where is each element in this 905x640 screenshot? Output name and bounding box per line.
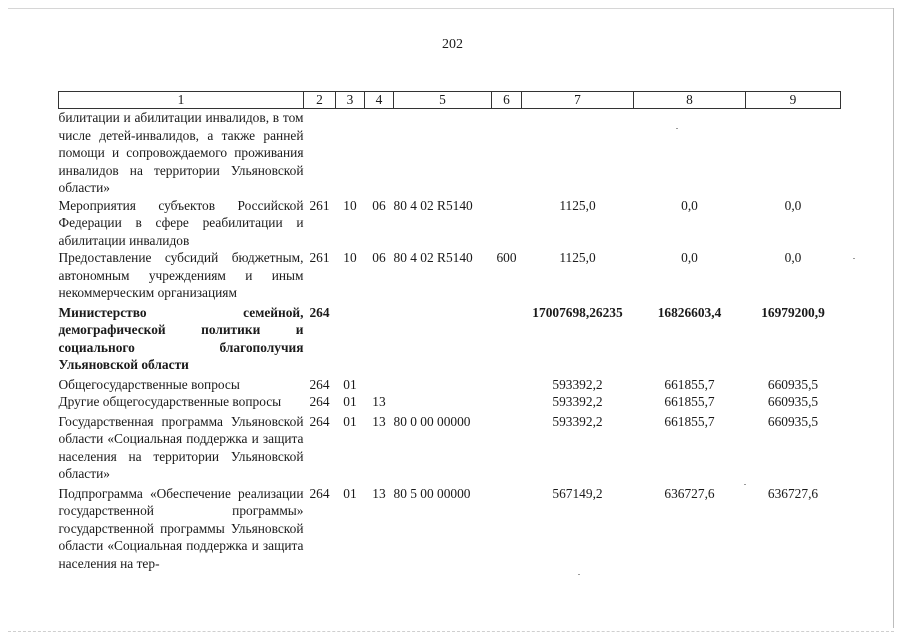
- column-header-6: 6: [492, 92, 522, 109]
- row-expense-type: [492, 411, 522, 483]
- row-ministry-code: 261: [309, 197, 330, 213]
- row-section: [336, 302, 365, 374]
- scan-speck: [853, 258, 855, 259]
- row-expense-type: [492, 302, 522, 374]
- row-name: Подпрограмма «Обеспечение реализации государственной программы» государственной программы Ульяновской области «Социальная поддержка и защита населения на тер-: [58, 485, 304, 571]
- scan-frame-top: [8, 8, 894, 9]
- scan-speck: [578, 574, 580, 575]
- row-amount-1: 17007698,26235: [532, 304, 623, 320]
- row-expense-type: 600: [496, 250, 517, 265]
- row-expense-type: [492, 483, 522, 573]
- row-ministry-code: 264: [309, 485, 330, 501]
- row-name: билитации и абилитации инвалидов, в том числе детей-инвалидов, а также ранней помощи и сопровождаемого проживания инвалидов на территории Ульяновской области»: [58, 110, 304, 195]
- row-target-article: 80 4 02 R5140: [393, 250, 473, 265]
- row-subsection: 06: [372, 197, 386, 213]
- scan-speck: [744, 484, 746, 485]
- row-amount-3: 660935,5: [767, 413, 819, 429]
- row-name: Государственная программа Ульяновской области «Социальная поддержка и защита населения на территории Ульяновской области»: [58, 413, 304, 481]
- table-row: [59, 374, 841, 394]
- header-row: [59, 92, 841, 109]
- table-row: [59, 393, 841, 411]
- row-amount-3: 636727,6: [767, 485, 819, 501]
- row-amount-3: 660935,5: [767, 376, 819, 392]
- row-section: 01: [343, 485, 357, 501]
- row-section: 01: [343, 376, 357, 392]
- row-target-article: [394, 393, 492, 411]
- row-amount-3: 0,0: [784, 197, 802, 213]
- row-section: 01: [343, 413, 357, 429]
- column-header-4: 4: [365, 92, 394, 109]
- row-subsection: 06: [372, 250, 386, 265]
- row-amount-1: 567149,2: [552, 485, 603, 501]
- row-subsection: 13: [372, 413, 386, 429]
- table-row: [59, 483, 841, 573]
- row-amount-1: 593392,2: [552, 394, 603, 409]
- row-amount-1: 593392,2: [552, 376, 603, 392]
- row-section: [336, 109, 365, 197]
- row-name: Предоставление субсидий бюджетным, автономным учреждениям и иным некоммерческим организациям: [58, 250, 304, 300]
- column-header-7: 7: [522, 92, 634, 109]
- row-amount-3: 16979200,9: [761, 304, 825, 320]
- row-amount-2: 661855,7: [664, 394, 715, 409]
- row-target-article: 80 5 00 00000: [393, 485, 471, 501]
- row-amount-3: [746, 109, 841, 197]
- row-ministry-code: [304, 109, 336, 197]
- column-header-2: 2: [304, 92, 336, 109]
- row-amount-3: 660935,5: [767, 394, 819, 409]
- row-subsection: 13: [372, 394, 386, 409]
- row-expense-type: [492, 197, 522, 250]
- scan-frame-right: [893, 8, 894, 628]
- column-header-8: 8: [634, 92, 746, 109]
- row-amount-1: 593392,2: [552, 413, 603, 429]
- column-header-1: 1: [59, 92, 304, 109]
- row-name: Мероприятия субъектов Российской Федерации в сфере реабилитации и абилитации инвалидов: [58, 197, 304, 248]
- row-name: Другие общегосударственные вопросы: [58, 394, 282, 409]
- row-ministry-code: 264: [309, 304, 330, 320]
- table-row: [59, 197, 841, 250]
- table-row: [59, 249, 841, 302]
- row-amount-2: [634, 109, 746, 197]
- row-expense-type: [492, 393, 522, 411]
- scan-edge-bottom: [8, 631, 894, 632]
- row-target-article: [394, 374, 492, 394]
- row-section: 10: [343, 250, 357, 265]
- row-ministry-code: 264: [309, 413, 330, 429]
- table-row: [59, 411, 841, 483]
- row-expense-type: [492, 109, 522, 197]
- row-amount-3: 0,0: [784, 250, 802, 265]
- row-amount-2: 636727,6: [664, 485, 715, 501]
- row-ministry-code: 261: [309, 250, 330, 265]
- column-header-5: 5: [394, 92, 492, 109]
- page-number: 202: [442, 37, 463, 52]
- row-expense-type: [492, 374, 522, 394]
- row-subsection: [365, 109, 394, 197]
- row-target-article: 80 4 02 R5140: [393, 197, 473, 213]
- budget-table: [58, 91, 841, 572]
- row-subsection: [365, 302, 394, 374]
- scan-speck: [676, 128, 678, 129]
- row-target-article: [394, 109, 492, 197]
- column-header-9: 9: [746, 92, 841, 109]
- column-header-3: 3: [336, 92, 365, 109]
- table-row: [59, 109, 841, 197]
- table-row: [59, 302, 841, 374]
- row-amount-2: 0,0: [681, 197, 698, 213]
- row-amount-2: 16826603,4: [657, 304, 722, 320]
- row-amount-2: 661855,7: [664, 413, 715, 429]
- row-target-article: 80 0 00 00000: [393, 413, 471, 429]
- row-target-article: [394, 302, 492, 374]
- row-amount-2: 0,0: [681, 250, 698, 265]
- row-amount-1: [522, 109, 634, 197]
- row-ministry-code: 264: [309, 394, 330, 409]
- row-section: 01: [343, 394, 357, 409]
- row-subsection: [365, 374, 394, 394]
- row-name: Общегосударственные вопросы: [58, 376, 240, 392]
- row-amount-1: 1125,0: [559, 197, 596, 213]
- row-section: 10: [343, 197, 357, 213]
- row-ministry-code: 264: [309, 376, 330, 392]
- row-amount-2: 661855,7: [664, 376, 715, 392]
- row-amount-1: 1125,0: [559, 250, 596, 265]
- row-subsection: 13: [372, 485, 386, 501]
- row-name: Министерство семейной, демографической политики и социального благополучия Ульяновской области: [58, 304, 304, 372]
